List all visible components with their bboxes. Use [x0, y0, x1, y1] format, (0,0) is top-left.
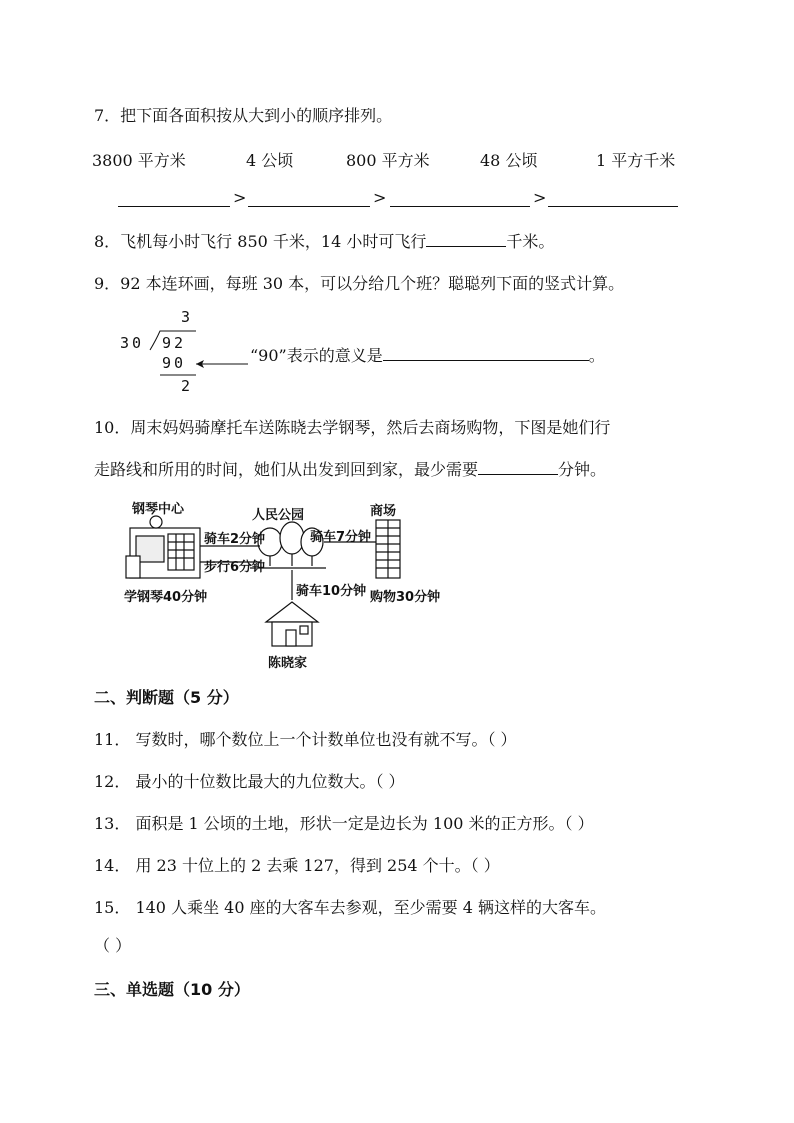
q8-answer-blank[interactable] — [426, 232, 506, 247]
division-product: 90 — [162, 354, 187, 372]
judge-item-14: 14． 用 23 十位上的 2 去乘 127，得到 254 个十。（ ） — [94, 856, 500, 875]
arrow-icon — [190, 358, 250, 370]
q7-blank-2[interactable] — [248, 206, 370, 207]
label-ride-2: 骑车2分钟 — [204, 532, 266, 547]
label-ride-7: 骑车7分钟 — [310, 530, 372, 545]
home-house-icon — [266, 602, 318, 646]
section-3-title: 三、单选题（10 分） — [94, 980, 250, 999]
division-divisor: 30 — [120, 334, 145, 352]
judge-item-12: 12． 最小的十位数比最大的九位数大。（ ） — [94, 772, 405, 791]
label-home: 陈晓家 — [268, 656, 308, 671]
q10-text: 走路线和所用的时间，她们从出发到回到家，最少需要 — [94, 460, 479, 479]
route-map — [120, 498, 450, 676]
q9-meaning-blank[interactable] — [383, 346, 589, 361]
division-remainder: 2 — [181, 377, 194, 395]
q9-meaning-end: 。 — [588, 346, 605, 365]
label-park: 人民公园 — [252, 508, 305, 523]
q7-area-1: 3800 平方米 — [92, 151, 186, 170]
q7-area-4: 48 公顷 — [480, 151, 538, 170]
q9-meaning-label: “90”表示的意义是 — [250, 346, 383, 365]
label-piano-center: 钢琴中心 — [132, 502, 185, 517]
division-dividend: 92 — [162, 334, 187, 352]
label-mall: 商场 — [370, 504, 397, 519]
judge-item-15: 15． 140 人乘坐 40 座的大客车去参观，至少需要 4 辆这样的大客车。 — [94, 898, 606, 917]
q7-gt-2: > — [373, 188, 387, 207]
piano-center-icon — [126, 516, 200, 578]
q8-line — [94, 232, 554, 252]
q9-meaning-line — [250, 346, 605, 366]
q10-line2 — [94, 460, 606, 480]
section-2-title: 二、判断题（5 分） — [94, 688, 239, 707]
q9-text: 9．92 本连环画，每班 30 本，可以分给几个班？聪聪列下面的竖式计算。 — [94, 274, 625, 293]
judge-item-15-paren[interactable]: （ ） — [94, 936, 132, 955]
judge-item-11: 11． 写数时，哪个数位上一个计数单位也没有就不写。（ ） — [94, 730, 517, 749]
q7-blank-3[interactable] — [390, 206, 530, 207]
long-division — [116, 308, 216, 398]
q10-answer-blank[interactable] — [478, 460, 558, 475]
q7-gt-3: > — [533, 188, 547, 207]
q10-unit: 分钟。 — [558, 460, 607, 479]
q7-area-5: 1 平方千米 — [596, 151, 676, 170]
mall-building-icon — [376, 520, 400, 578]
q8-text: 8．飞机每小时飞行 850 千米，14 小时可飞行 — [94, 232, 427, 251]
label-walk-6: 步行6分钟 — [204, 560, 266, 575]
judge-item-13: 13． 面积是 1 公顷的土地，形状一定是边长为 100 米的正方形。（ ） — [94, 814, 594, 833]
q7-gt-1: > — [233, 188, 247, 207]
q7-area-3: 800 平方米 — [346, 151, 430, 170]
q10-line1: 10．周末妈妈骑摩托车送陈晓去学钢琴，然后去商场购物，下图是她们行 — [94, 418, 611, 437]
label-ride-10: 骑车10分钟 — [296, 584, 367, 599]
q7-blank-4[interactable] — [548, 206, 678, 207]
q7-area-2: 4 公顷 — [246, 151, 294, 170]
q7-text: 7．把下面各面积按从大到小的顺序排列。 — [94, 106, 393, 125]
q8-unit: 千米。 — [506, 232, 555, 251]
q7-blank-1[interactable] — [118, 206, 230, 207]
division-bracket — [116, 308, 216, 398]
division-quotient: 3 — [181, 308, 194, 326]
label-piano-time: 学钢琴40分钟 — [124, 590, 208, 605]
label-shop-time: 购物30分钟 — [370, 590, 441, 605]
